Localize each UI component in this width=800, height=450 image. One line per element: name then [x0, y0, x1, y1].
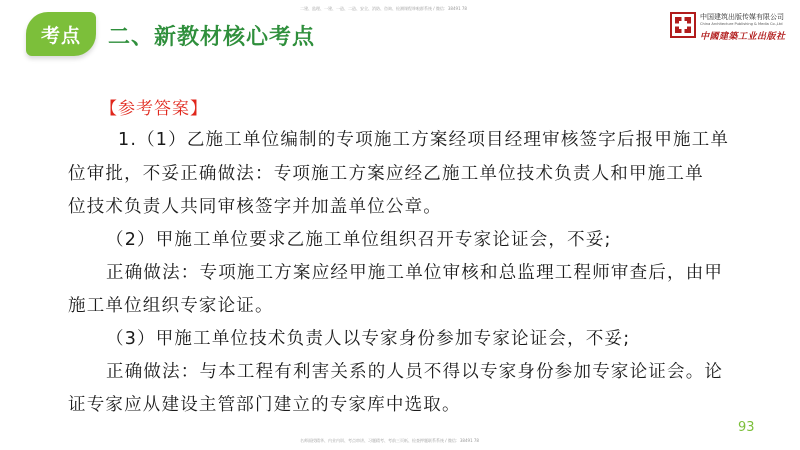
- topic-badge: 考点: [26, 12, 96, 56]
- answer-line: 施工单位组织专家论证。: [68, 296, 274, 316]
- top-watermark-text: 二建、监理、一建、一造、二造、安全、消防、咨询、检测课程哆啦群系统 / 微信：38491 78: [300, 6, 467, 11]
- publisher-name-en: China Architecture Publishing & Media Co.,Ltd: [700, 22, 783, 26]
- answer-line: （3）甲施工单位技术负责人以专家身份参加专家论证会，不妥;: [106, 329, 631, 349]
- publisher-logo: [670, 10, 795, 44]
- answer-line: 证专家应从建设主管部门建立的专家库中选取。: [68, 395, 461, 415]
- section-title: 二、新教材核心考点: [108, 25, 316, 50]
- publisher-calligraphy: 中國建築工业出版社: [700, 32, 786, 42]
- answer-line: 位技术负责人共同审核签字并加盖单位公章。: [68, 197, 442, 217]
- answer-line: 正确做法：与本工程有利害关系的人员不得以专家身份参加专家论证会。论: [106, 362, 724, 382]
- publisher-emblem-icon: [670, 12, 696, 38]
- answer-line: 1.（1）乙施工单位编制的专项施工方案经项目经理审核签字后报甲施工单: [118, 130, 730, 150]
- answer-line: 位审批，不妥正确做法：专项施工方案应经乙施工单位技术负责人和甲施工单: [68, 164, 704, 184]
- answer-line: （2）甲施工单位要求乙施工单位组织召开专家论证会，不妥;: [106, 230, 612, 250]
- publisher-name-cn: 中国建筑出版传媒有限公司: [700, 13, 784, 21]
- page-number: 93: [738, 420, 755, 435]
- answer-label: 【参考答案】: [100, 99, 208, 119]
- bottom-watermark-text: 名师面授精华、内业内训、考点串讲、习题精考、考前三页纸、检查押题联系系统 / 微信：38491 78: [300, 438, 479, 443]
- answer-line: 正确做法：专项施工方案应经甲施工单位审核和总监理工程师审查后，由甲: [106, 263, 724, 283]
